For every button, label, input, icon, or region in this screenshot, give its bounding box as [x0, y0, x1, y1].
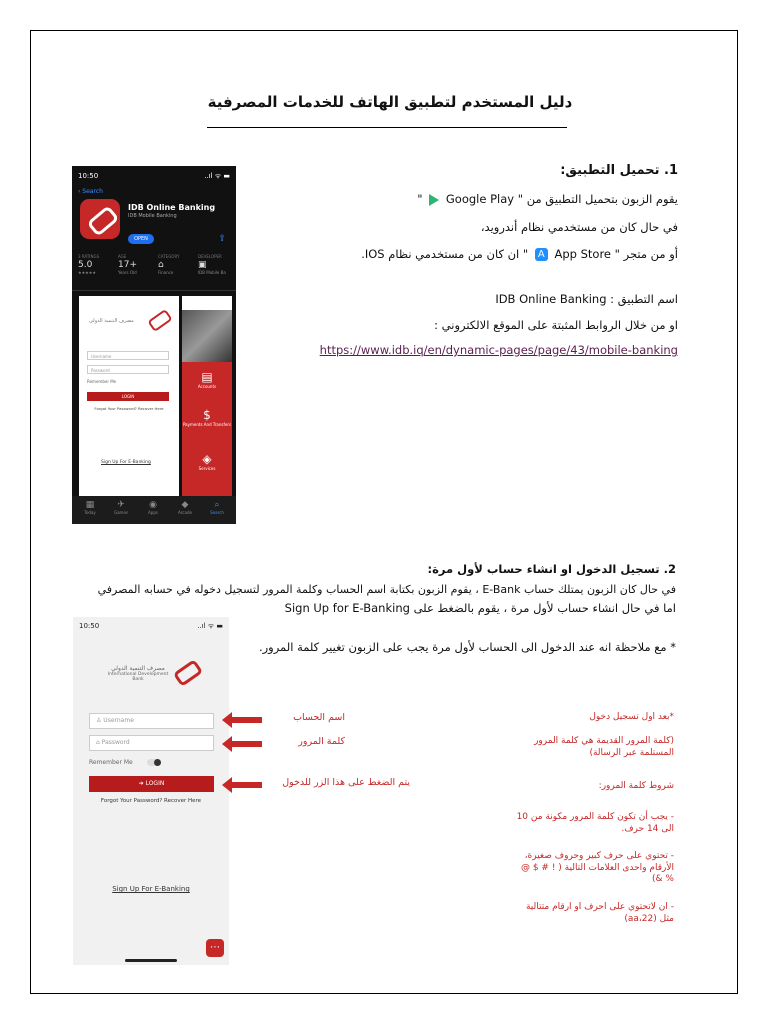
tab-label: Arcade — [178, 510, 192, 515]
arrow-password — [232, 741, 262, 747]
login-button[interactable] — [89, 776, 214, 792]
section2-line2: اما في حال انشاء حساب لأول مرة ، يقوم بالضغط على Sign Up for E-Banking — [284, 601, 676, 615]
section1-heading: 1. تحميل التطبيق: — [560, 163, 678, 178]
stat-developer — [198, 254, 236, 275]
stat-caption: ★★★★★ — [78, 270, 96, 275]
google-play-icon — [429, 194, 439, 206]
tab-games[interactable] — [107, 500, 135, 515]
stat-label: AGE — [118, 254, 127, 259]
preview-login-screen — [79, 296, 179, 496]
section2-line1: في حال كان الزبون يمتلك حساب E-Bank ، يقوم الزبون بكتابة اسم الحساب وكلمة المرور لتسجيل دخوله في حسابه المصرفي — [97, 583, 676, 596]
section1-line5: او من خلال الروابط المثبتة على الموقع الالكتروني : — [434, 318, 678, 332]
bank-name — [103, 665, 173, 682]
tab-label: Apps — [148, 510, 158, 515]
section1-line4: اسم التطبيق : IDB Online Banking — [495, 292, 678, 306]
section2-heading: 2. تسجيل الدخول او انشاء حساب لأول مرة: — [427, 562, 676, 576]
remember-me-toggle[interactable] — [147, 759, 161, 766]
bank-icon: ⌂ — [158, 260, 164, 270]
app-stats — [78, 254, 234, 284]
stat-age — [118, 254, 156, 275]
section1-line3-a: أو من متجر " App Store — [554, 247, 678, 261]
mobile-banking-link[interactable]: https://www.idb.iq/en/dynamic-pages/page/43/mobile-banking — [319, 343, 678, 357]
bank-name-en: International Development Bank — [107, 672, 169, 682]
bank-logo-icon — [147, 309, 172, 332]
menu-payments — [182, 408, 232, 427]
rule-sequence: - ان لاتحتوي على احرف او ارقام متتالية مثل (aa،22) — [525, 902, 674, 924]
rules-old-password: (كلمة المرور القديمة هي كلمة المرور المستلمة عبر الرسالة) — [534, 736, 674, 758]
stat-label: 3 RATINGS — [78, 254, 100, 259]
open-button[interactable]: OPEN — [128, 234, 154, 244]
menu-label: Accounts — [197, 384, 217, 389]
signup-link[interactable]: Sign Up For E-Banking — [112, 885, 190, 893]
lock-icon: ⌂ — [96, 739, 102, 746]
rule-characters: - تحتوي على حرف كبير وحروف صغيرة، الأرقام واحدى العلامات التالية ( ! # $ @ % &) — [520, 851, 674, 885]
stat-value: 5.0 — [78, 260, 93, 270]
developer-icon: ▣ — [198, 260, 207, 270]
payments-icon: $ — [203, 408, 211, 422]
tab-today[interactable] — [76, 500, 104, 515]
annotation-login: يتم الضغط على هذا الزر للدخول — [282, 777, 410, 788]
bank-name-ar: مصرف التنمية الدولي — [111, 665, 165, 672]
stat-ratings — [78, 254, 116, 275]
preview-forgot: Forgot Your Password? Recover Here — [94, 406, 164, 411]
tab-arcade[interactable] — [171, 500, 199, 515]
app-store-screenshot — [72, 166, 236, 524]
arrow-username — [232, 717, 262, 723]
rules-first-login: *بعد اول تسجيل دخول — [589, 712, 674, 722]
menu-accounts — [182, 370, 232, 389]
more-icon[interactable]: ⋯ — [206, 939, 224, 957]
app-store-icon: A — [535, 248, 548, 261]
tab-label: Today — [84, 510, 96, 515]
username-placeholder: Username — [103, 717, 134, 724]
preview-login: LOGIN — [87, 392, 169, 401]
search-icon: ⌕ — [214, 500, 220, 510]
stat-category — [158, 254, 196, 275]
section1-line3-b: " ان كان من مستخدمي نظام IOS. — [361, 247, 529, 261]
stat-label: CATEGORY — [158, 254, 180, 259]
bank-name: مصرف التنمية الدولي — [89, 318, 134, 324]
status-time: 10:50 — [79, 622, 100, 630]
stat-label: DEVELOPER — [198, 254, 222, 259]
password-input[interactable] — [89, 735, 214, 751]
stat-caption: Finance — [158, 270, 174, 275]
app-subtitle: IDB Mobile Banking — [128, 213, 177, 219]
login-icon: ➜ — [138, 780, 146, 787]
share-icon[interactable]: ⇪ — [218, 234, 226, 244]
menu-label: Payments And Transfers — [182, 422, 232, 427]
status-bar — [78, 172, 230, 182]
arrow-login — [232, 782, 262, 788]
bank-logo-icon — [173, 659, 203, 687]
home-indicator — [125, 959, 177, 962]
password-placeholder: Password — [101, 739, 130, 746]
section1-line2: في حال كان من مستخدمي نظام أندرويد، — [480, 220, 678, 234]
apps-icon: ◉ — [149, 500, 157, 510]
menu-services — [182, 452, 232, 471]
status-signal: ..ıl ᯤ ▬ — [197, 622, 223, 630]
rules-heading: شروط كلمة المرور: — [598, 781, 674, 791]
first-login-note: * مع ملاحظة انه عند الدخول الى الحساب لأول مرة يجب على الزبون تغيير كلمة المرور. — [258, 640, 676, 654]
document-title: دليل المستخدم لتطبيق الهاتف للخدمات المصرفية — [207, 93, 573, 111]
menu-label: Services — [198, 466, 216, 471]
games-icon: ✈ — [117, 500, 125, 510]
status-time: 10:50 — [78, 172, 99, 180]
app-name: IDB Online Banking — [128, 203, 216, 212]
user-icon: ♙ — [96, 717, 104, 724]
stat-value: 17+ — [118, 260, 137, 270]
today-icon: ▦ — [85, 500, 95, 510]
preview-password: Password — [87, 365, 169, 374]
preview-header — [182, 296, 232, 310]
preview-remember: Remember Me — [87, 379, 117, 384]
preview-signup: Sign Up For E-Banking — [101, 460, 151, 465]
tab-search[interactable] — [203, 500, 231, 515]
tab-apps[interactable] — [139, 500, 167, 515]
tab-bar — [72, 496, 236, 524]
section1-line1-text: يقوم الزبون بتحميل التطبيق من " Google Play — [445, 192, 678, 206]
section1-line1 — [417, 192, 678, 206]
login-screenshot — [73, 617, 229, 965]
divider — [72, 290, 236, 291]
status-signal: ..ıl ᯤ ▬ — [204, 172, 230, 180]
services-icon: ◈ — [202, 452, 212, 466]
accounts-icon: ▤ — [201, 370, 213, 384]
annotation-password: كلمة المرور — [298, 736, 345, 747]
back-search-link[interactable]: ‹ Search — [78, 188, 103, 195]
remember-me-label: Remember Me — [89, 759, 133, 766]
app-icon — [80, 199, 120, 239]
rule-length: - يجب أن تكون كلمة المرور مكونة من 10 الى 14 حرف. — [516, 812, 674, 834]
stat-caption: IDB Mobile Ba — [198, 270, 226, 275]
login-label: LOGIN — [145, 780, 165, 787]
preview-username: Username — [87, 351, 169, 360]
preview-menu-screen — [182, 296, 232, 496]
username-input[interactable] — [89, 713, 214, 729]
forgot-password-link[interactable]: Forgot Your Password? Recover Here — [100, 798, 202, 804]
title-underline — [207, 127, 567, 128]
tab-label: Search — [210, 510, 224, 515]
section1-line3 — [361, 247, 678, 261]
arcade-icon: ◆ — [181, 500, 189, 510]
status-bar — [79, 622, 223, 632]
stat-caption: Years Old — [118, 270, 137, 275]
section1-line1-quote: " — [417, 192, 423, 206]
tab-label: Games — [114, 510, 128, 515]
preview-photo — [182, 310, 232, 362]
annotation-account: اسم الحساب — [293, 712, 345, 723]
